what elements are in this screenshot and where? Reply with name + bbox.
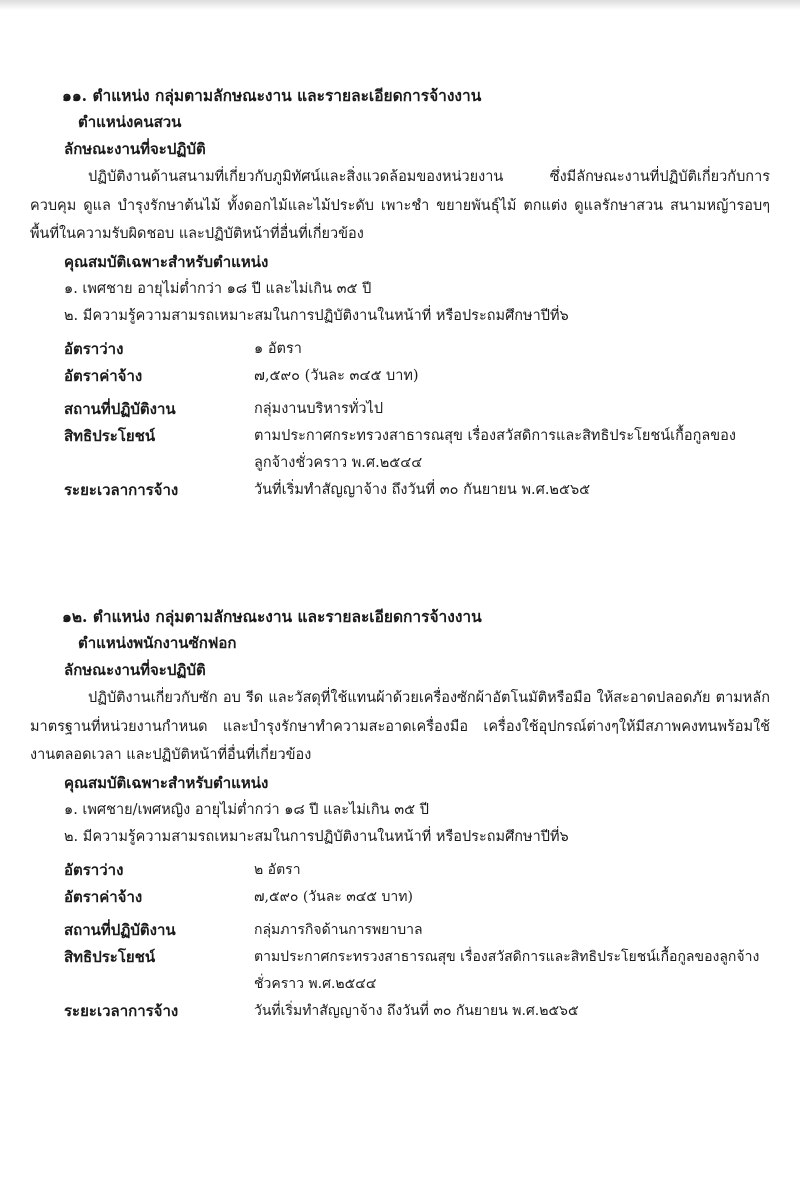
benefits-label: สิทธิประโยชน์	[64, 426, 156, 445]
vacancy-label: อัตราว่าง	[64, 860, 124, 879]
period-value: วันที่เริ่มทำสัญญาจ้าง ถึงวันที่ ๓๐ กันยายน พ.ศ.๒๕๖๕	[254, 481, 591, 498]
position-section-11	[0, 82, 800, 504]
period-label: ระยะเวลาการจ้าง	[64, 1001, 179, 1020]
vacancy-row	[64, 336, 800, 363]
vacancy-row	[64, 857, 800, 884]
position-title: ตำแหน่งคนสวน	[78, 113, 182, 131]
benefits-row	[64, 944, 800, 998]
benefits-value: ตามประกาศกระทรวงสาธารณสุข เรื่องสวัสดิการและสิทธิประโยชน์เกื้อกูลของลูกจ้างชั่วคราว พ.ศ.๒๕๔๔	[254, 948, 760, 992]
period-value: วันที่เริ่มทำสัญญาจ้าง ถึงวันที่ ๓๐ กันยายน พ.ศ.๒๕๖๕	[254, 1002, 579, 1019]
vacancy-value: ๑ อัตรา	[254, 340, 302, 357]
qualification-item: ๒. มีความรู้ความสามรถเหมาะสมในการปฏิบัติงานในหน้าที่ หรือประถมศึกษาปีที่๖	[64, 828, 569, 845]
wage-row	[64, 884, 800, 911]
benefits-row	[64, 423, 800, 477]
workplace-value: กลุ่มงานบริหารทั่วไป	[254, 400, 384, 417]
qualification-item: ๒. มีความรู้ความสามรถเหมาะสมในการปฏิบัติงานในหน้าที่ หรือประถมศึกษาปีที่๖	[64, 307, 569, 324]
qualifications-label: คุณสมบัติเฉพาะสำหรับตำแหน่ง	[64, 252, 269, 271]
duties-label: ลักษณะงานที่จะปฏิบัติ	[64, 140, 206, 158]
qualification-item: ๑. เพศชาย/เพศหญิง อายุไม่ต่ำกว่า ๑๘ ปี และไม่เกิน ๓๕ ปี	[64, 801, 429, 818]
section-heading: ๑๒. ตำแหน่ง กลุ่มตามลักษณะงาน และรายละเอียดการจ้างงาน	[62, 607, 482, 626]
wage-value: ๗,๕๙๐ (วันละ ๓๔๕ บาท)	[254, 888, 413, 905]
qualification-item: ๑. เพศชาย อายุไม่ต่ำกว่า ๑๘ ปี และไม่เกิน ๓๕ ปี	[64, 280, 372, 297]
section-heading: ๑๑. ตำแหน่ง กลุ่มตามลักษณะงาน และรายละเอียดการจ้างงาน	[62, 86, 482, 105]
workplace-value: กลุ่มภารกิจด้านการพยาบาล	[254, 921, 423, 938]
position-section-12	[0, 603, 800, 1025]
workplace-row	[64, 396, 800, 423]
vacancy-value: ๒ อัตรา	[254, 861, 301, 878]
qualifications-label: คุณสมบัติเฉพาะสำหรับตำแหน่ง	[64, 773, 269, 792]
wage-label: อัตราค่าจ้าง	[64, 366, 143, 385]
workplace-label: สถานที่ปฏิบัติงาน	[64, 920, 176, 939]
workplace-label: สถานที่ปฏิบัติงาน	[64, 399, 176, 418]
period-row	[64, 998, 800, 1025]
vacancy-label: อัตราว่าง	[64, 339, 124, 358]
period-label: ระยะเวลาการจ้าง	[64, 480, 179, 499]
period-row	[64, 477, 800, 504]
duties-text: ปฏิบัติงานด้านสนามที่เกี่ยวกับภูมิทัศน์และสิ่งแวดล้อมของหน่วยงาน ซึ่งมีลักษณะงานที่ปฏิบัติเกี่ยวกับการควบคุม ดูแล บำรุงรักษาต้นไม้ ทั้งดอกไม้และไม้ประดับ เพาะชำ ขยายพันธุ์ไม้ ตกแต่ง ดูแลรักษาสวน สนามหญ้ารอบๆพื้นที่ในความรับผิดชอบ และปฏิบัติหน้าที่อื่นที่เกี่ยวข้อง	[30, 169, 770, 242]
wage-row	[64, 363, 800, 390]
duties-label: ลักษณะงานที่จะปฏิบัติ	[64, 661, 206, 679]
wage-label: อัตราค่าจ้าง	[64, 887, 143, 906]
workplace-row	[64, 917, 800, 944]
duties-text: ปฏิบัติงานเกี่ยวกับซัก อบ รีด และวัสดุที่ใช้แทนผ้าด้วยเครื่องซักผ้าอัตโนมัติหรือมือ ให้สะอาดปลอดภัย ตามหลักมาตรฐานที่หน่วยงานกำหนด และบำรุงรักษาทำความสะอาดเครื่องมือ เครื่องใช้อุปกรณ์ต่างๆให้มีสภาพคงทนพร้อมใช้งานตลอดเวลา และปฏิบัติหน้าที่อื่นที่เกี่ยวข้อง	[30, 690, 770, 763]
benefits-value: ตามประกาศกระทรวงสาธารณสุข เรื่องสวัสดิการและสิทธิประโยชน์เกื้อกูลของลูกจ้างชั่วคราว พ.ศ.๒๕๔๔	[254, 427, 736, 471]
wage-value: ๗,๕๙๐ (วันละ ๓๔๕ บาท)	[254, 367, 419, 384]
position-title: ตำแหน่งพนักงานซักฟอก	[78, 634, 237, 652]
page-top-edge	[0, 0, 800, 10]
benefits-label: สิทธิประโยชน์	[64, 947, 156, 966]
